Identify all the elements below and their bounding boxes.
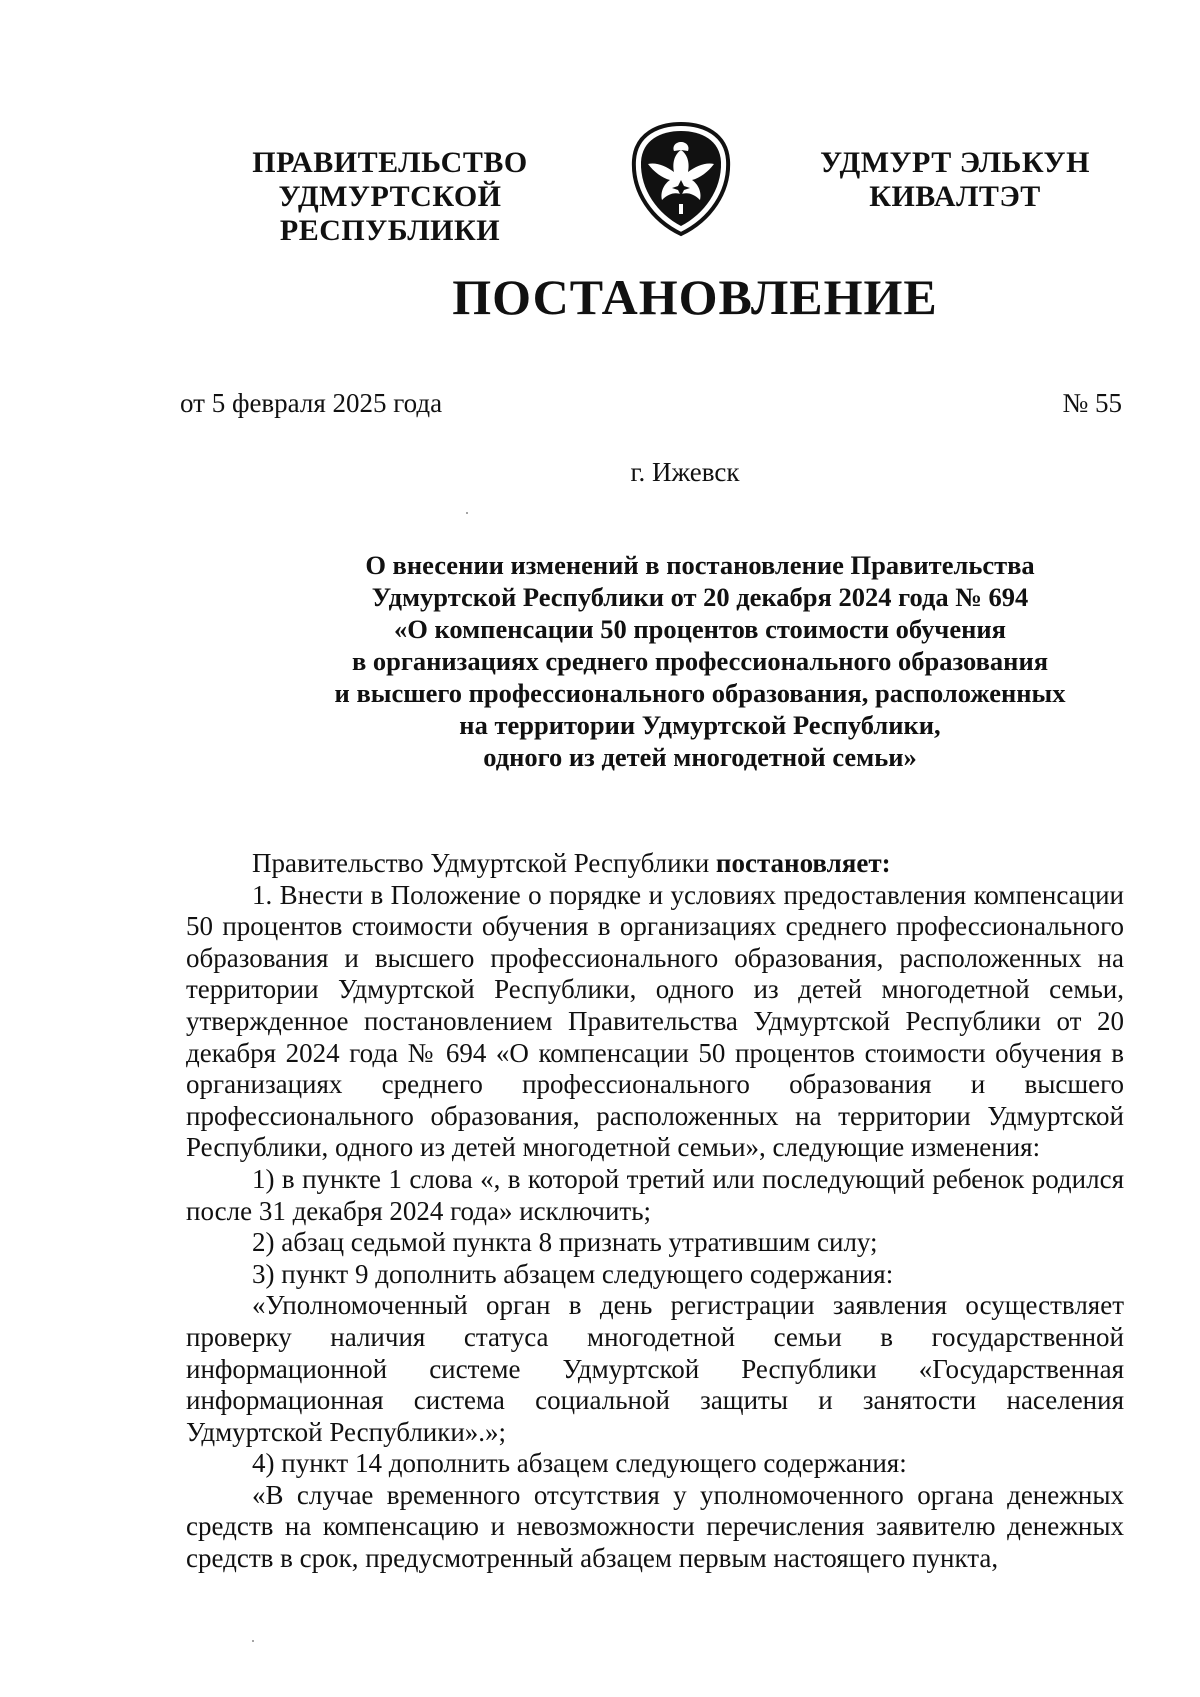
document-number: № 55 [1062,388,1122,418]
organization-name-udmurt [790,146,1120,214]
document-city: г. Ижевск [630,457,740,487]
title-line: в организациях среднего профессионального образования [351,646,1049,676]
body-intro [186,848,1124,880]
organization-name-russian [170,146,610,248]
intro-verb: постановляет: [715,848,891,878]
org-left-line2: УДМУРТСКОЙ РЕСПУБЛИКИ [278,180,502,247]
body-item-3-quote: «Уполномоченный орган в день регистрации заявления осуществляет проверку наличия статуса многодетной семьи в государственной информационной системе Удмуртской Республики «Государственная информационная система социальной защиты и занятости населения Удмуртской Республики».»; [186,1290,1124,1447]
document-date: от 5 февраля 2025 года [180,388,443,418]
org-left-line1: ПРАВИТЕЛЬСТВО [252,146,528,179]
intro-text: Правительство Удмуртской Республики [252,848,716,878]
document-type-heading: ПОСТАНОВЛЕНИЕ [452,269,938,325]
org-right-line1: УДМУРТ ЭЛЬКУН [820,146,1090,179]
body-item-4: 4) пункт 14 дополнить абзацем следующего содержания: [252,1448,907,1479]
body-item-4-quote: «В случае временного отсутствия у уполномоченного органа денежных средств на компенсацию и невозможности перечисления заявителю денежных средств в срок, предусмотренный абзацем первым настоящего пункта, [186,1479,1124,1574]
title-line: одного из детей многодетной семьи» [483,742,917,772]
scan-speck [466,512,468,514]
org-right-line2: КИВАЛТЭТ [869,180,1041,213]
scan-speck [252,1640,254,1642]
title-line: О внесении изменений в постановление Правительства [365,550,1035,580]
body-item-1: 1) в пункте 1 слова «, в которой третий или последующий ребенок родился после 31 декабря 2024 года» исключить; [186,1163,1124,1226]
body-paragraph-1: 1. Внести в Положение о порядке и условиях предоставления компенсации 50 процентов стоимости обучения в организациях среднего профессионального образования и высшего профессионального образования, расположенных на территории Удмуртской Республики, одного из детей многодетной семьи, утвержденное постановлением Правительства Удмуртской Республики от 20 декабря 2024 года № 694 «О компенсации 50 процентов стоимости обучения в организациях среднего профессионального образования и высшего профессионального образования, расположенных на территории Удмуртской Республики, одного из детей многодетной семьи», следующие изменения: [186,879,1124,1163]
body-item-3: 3) пункт 9 дополнить абзацем следующего содержания: [252,1258,894,1289]
document-body [186,848,1124,1575]
document-title [240,549,1160,773]
title-line: Удмуртской Республики от 20 декабря 2024 года № 694 [371,582,1029,612]
title-line: «О компенсации 50 процентов стоимости обучения [393,614,1007,644]
title-line: на территории Удмуртской Республики, [459,710,941,740]
coat-of-arms-udmurtia-icon [628,120,734,238]
body-item-2: 2) абзац седьмой пункта 8 признать утратившим силу; [252,1227,878,1258]
title-line: и высшего профессионального образования, расположенных [334,678,1066,708]
